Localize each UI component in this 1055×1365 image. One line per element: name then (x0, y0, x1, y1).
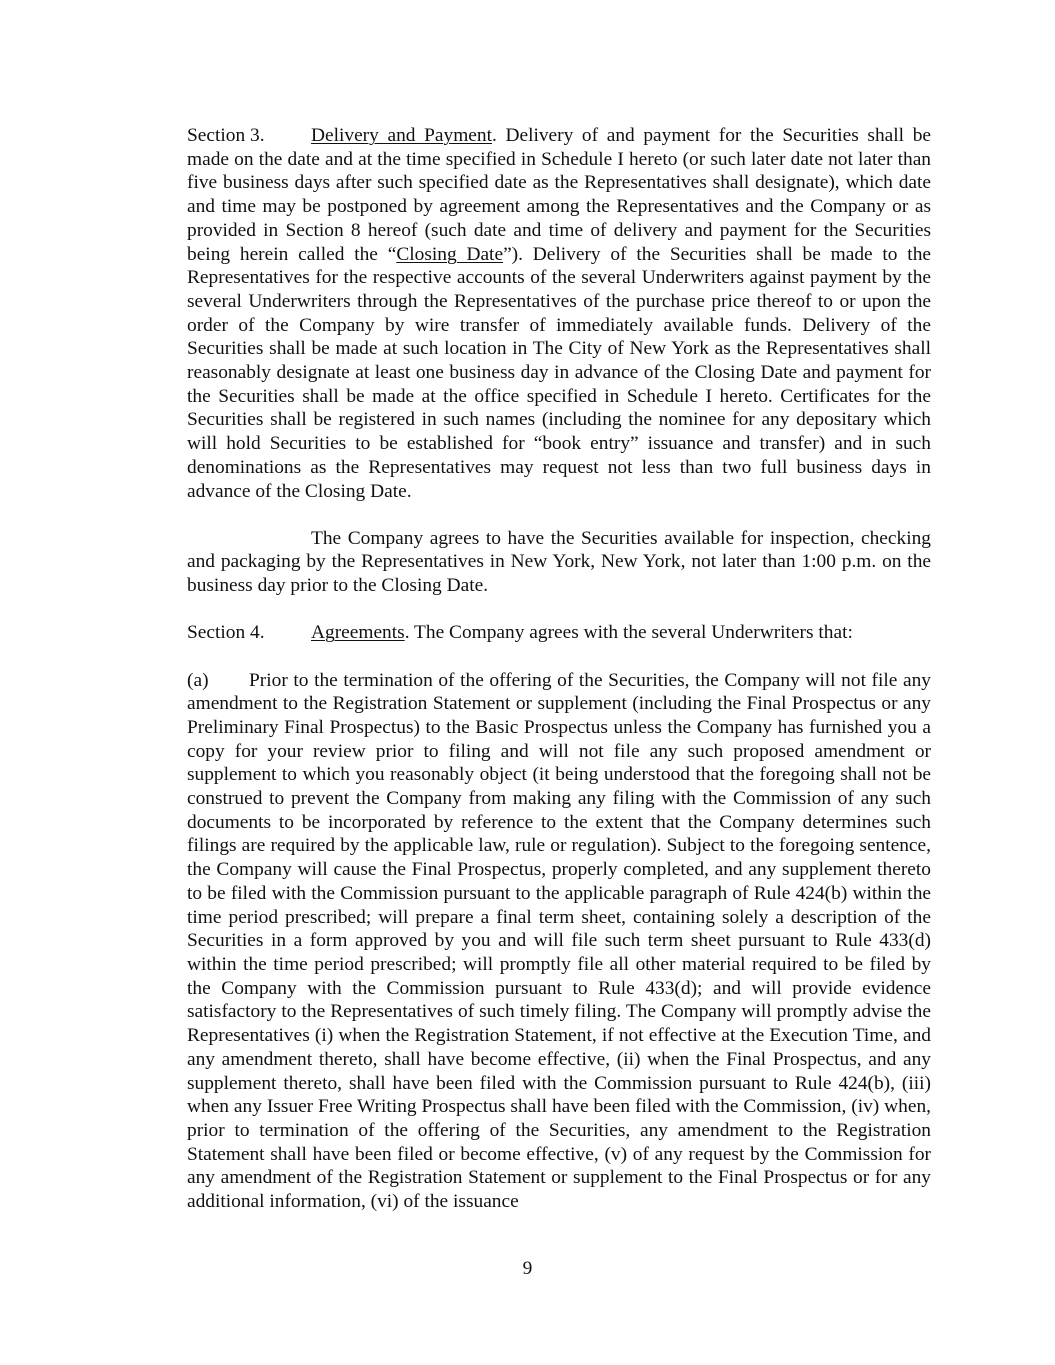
section-4-paragraph (187, 621, 931, 645)
closing-date-term: Closing Date (396, 243, 504, 265)
inspection-paragraph: The Company agrees to have the Securities available for inspection, checking and packaging by the Representatives in New York, New York, not later than 1:00 p.m. on the business day prior to the Closing Date. (187, 527, 931, 597)
clause-a-label: (a) (187, 669, 209, 691)
section-3-text-b: ”). Delivery of the Securities shall be made to the Representatives for the respective accounts of the several Underwriters against payment by the several Underwriters through the Representatives of the purchase price thereof to or upon the order of the Company by wire transfer of immediately available funds. Delivery of the Securities shall be made at such location in The City of New York as the Representatives shall reasonably designate at least one business day in advance of the Closing Date and payment for the Securities shall be made at the office specified in Schedule I hereto. Certificates for the Securities shall be registered in such names (including the nominee for any depositary which will hold Securities to be established for “book entry” issuance and transfer) and in such denominations as the Representatives may request not less than two full business days in advance of the Closing Date. (187, 243, 931, 502)
clause-a-paragraph (187, 669, 931, 1214)
clause-a-text: Prior to the termination of the offering of the Securities, the Company will not file any amendment to the Registration Statement or supplement (including the Final Prospectus or any Preliminary Final Prospectus) to the Basic Prospectus unless the Company has furnished you a copy for your review prior to filing and will not file any such proposed amendment or supplement to which you reasonably object (it being understood that the foregoing shall not be construed to prevent the Company from making any filing with the Commission of any such documents to be incorporated by reference to the extent that the Company determines such filings are required by the applicable law, rule or regulation). Subject to the foregoing sentence, the Company will cause the Final Prospectus, properly completed, and any supplement thereto to be filed with the Commission pursuant to the applicable paragraph of Rule 424(b) within the time period prescribed; will prepare a final term sheet, containing solely a description of the Securities in a form approved by you and will file such term sheet pursuant to Rule 433(d) within the time period prescribed; will promptly file all other material required to be filed by the Company with the Commission pursuant to Rule 433(d); and will provide evidence satisfactory to the Representatives of such timely filing. The Company will promptly advise the Representatives (i) when the Registration Statement, if not effective at the Execution Time, and any amendment thereto, shall have become effective, (ii) when the Final Prospectus, and any supplement thereto, shall have been filed with the Commission pursuant to Rule 424(b), (iii) when any Issuer Free Writing Prospectus shall have been filed with the Commission, (iv) when, prior to termination of the offering of the Securities, any amendment to the Registration Statement shall have been filed or become effective, (v) of any request by the Commission for any amendment of the Registration Statement or supplement to the Final Prospectus or for any additional information, (vi) of the issuance (187, 669, 931, 1213)
section-3-text-a: . Delivery of and payment for the Securities shall be made on the date and at the time specified in Schedule I hereto (or such later date not later than five business days after such specified date as the Representatives shall designate), which date and time may be postponed by agreement among the Representatives and the Company or as provided in Section 8 hereof (such date and time of delivery and payment for the Securities being herein called the “ (187, 125, 931, 265)
page-number: 9 (522, 1258, 533, 1279)
section-4-label: Section 4. (187, 622, 265, 644)
section-3-heading: Delivery and Payment (311, 125, 492, 146)
section-4-text: . The Company agrees with the several Underwriters that: (404, 622, 853, 644)
section-3-label: Section 3. (187, 125, 265, 146)
section-3-paragraph (187, 124, 931, 503)
document-page (187, 124, 931, 1237)
section-4-heading: Agreements (311, 622, 405, 644)
